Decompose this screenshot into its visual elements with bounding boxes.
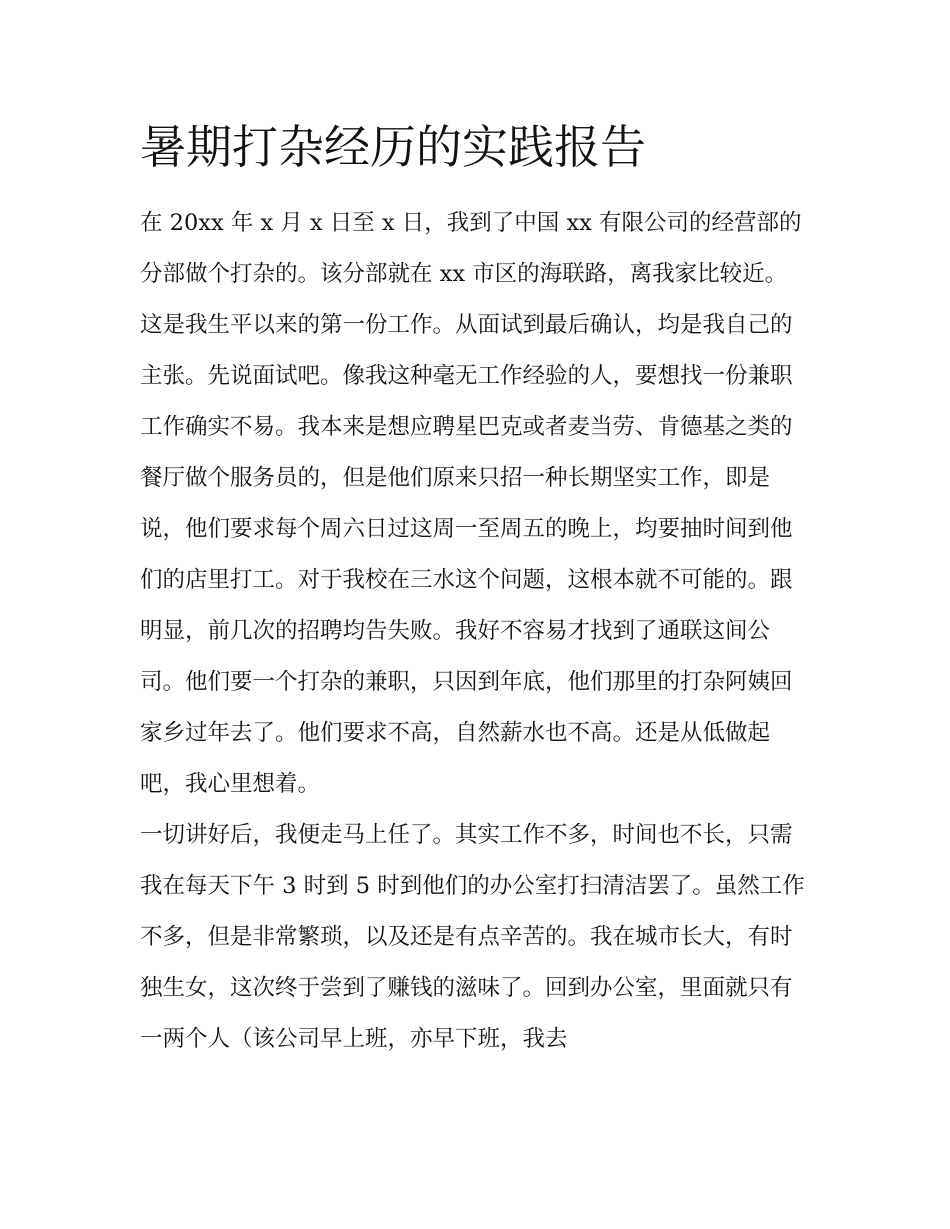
paragraph-3: 一切讲好后，我便走马上任了。其实工作不多，时间也不长，只需我在每天下午 3 时到 5 时到他们的办公室打扫清洁罢了。虽然工作不多，但是非常繁琐，以及还是有点辛苦的。我在城市长大，有时独生女，这次终于尝到了赚钱的滋味了。回到办公室，里面就只有一两个人（该公司早上班，亦早下班，我去 <box>140 822 805 1052</box>
paragraph-1: 在 20xx 年 x 月 x 日至 x 日，我到了中国 xx 有限公司的经营部的分部做个打杂的。该分部就在 xx 市区的海联路，离我家比较近。 <box>140 210 802 287</box>
document-title: 暑期打杂经历的实践报告 <box>140 120 646 174</box>
paragraph-2: 这是我生平以来的第一份工作。从面试到最后确认，均是我自己的主张。先说面试吧。像我这种毫无工作经验的人，要想找一份兼职工作确实不易。我本来是想应聘星巴克或者麦当劳、肯德基之类的餐厅做个服务员的，但是他们原来只招一种长期坚实工作，即是说，他们要求每个周六日过这周一至周五的晚上，均要抽时间到他们的店里打工。对于我校在三水这个问题，这根本就不可能的。跟明显，前几次的招聘均告失败。我好不容易才找到了通联这间公司。他们要一个打杂的兼职，只因到年底，他们那里的打杂阿姨回家乡过年去了。他们要求不高，自然薪水也不高。还是从低做起吧，我心里想着。 <box>140 312 793 797</box>
document-body <box>140 198 812 1065</box>
